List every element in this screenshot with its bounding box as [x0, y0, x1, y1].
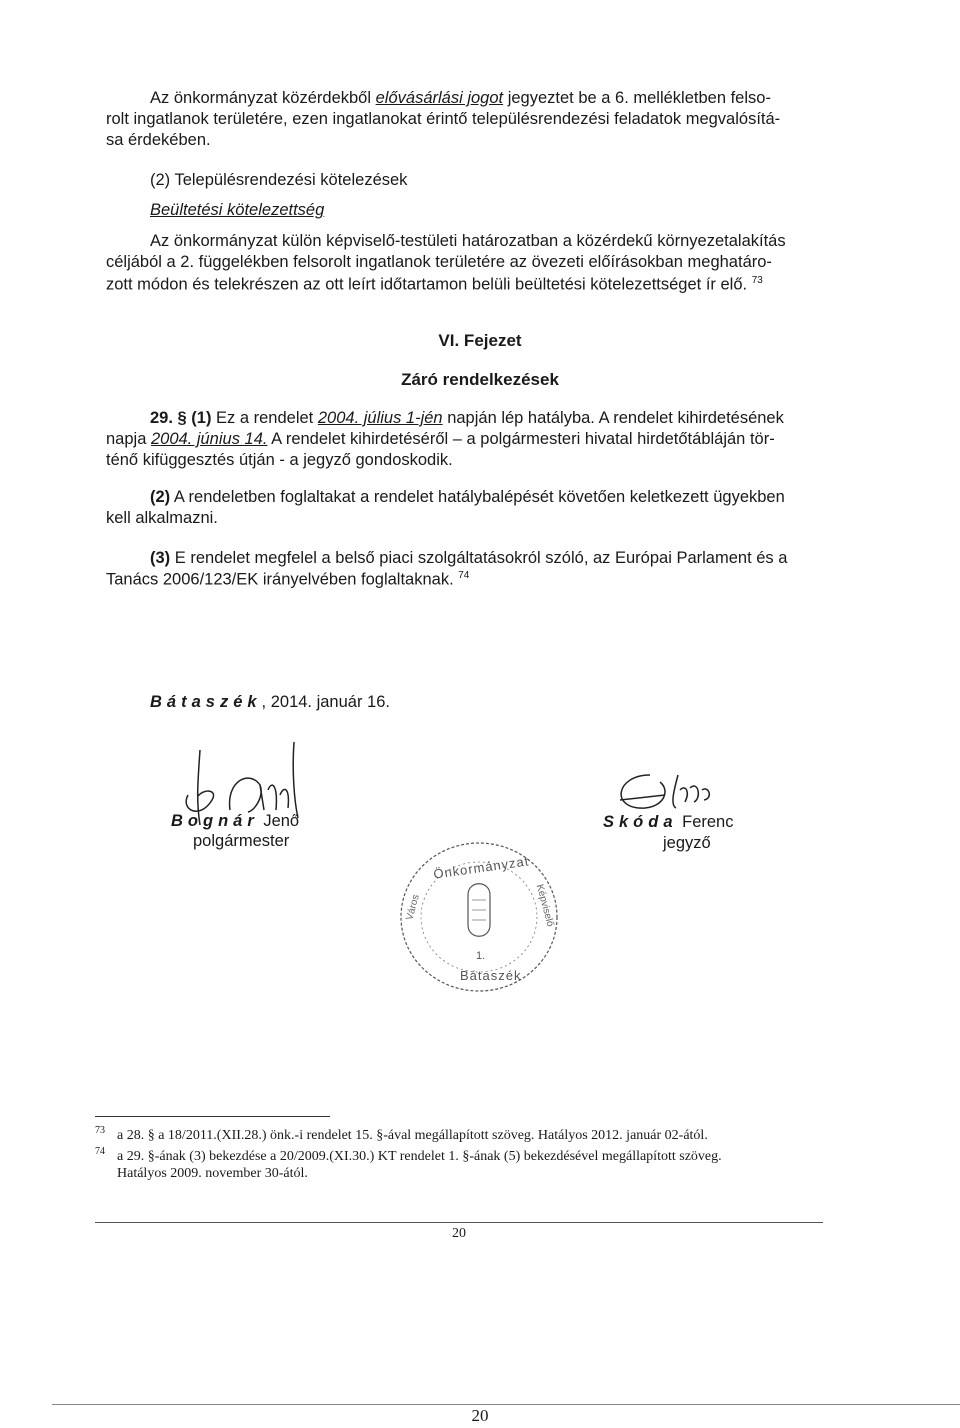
footnote-74-continued: Hatályos 2009. november 30-ától.	[117, 1166, 308, 1181]
intro-line-2: rolt ingatlanok területére, ezen ingatlanokat érintő településrendezési feladatok megvalósítá-	[106, 110, 781, 128]
stamp-right-text: Képviselő	[533, 883, 556, 928]
para-3-line-1: (3) E rendelet megfelel a belső piaci szolgáltatásokról szóló, az Európai Parlament és a	[150, 549, 788, 567]
footnote-separator	[95, 1116, 330, 1117]
section-2-heading: (2) Településrendezési kötelezések	[150, 171, 408, 189]
place-date	[150, 693, 390, 712]
effective-date: 2004. július 1-jén	[317, 409, 443, 427]
para-29-line-3: ténő kifüggesztés útján - a jegyző gondoskodik.	[106, 451, 453, 469]
city-name: Bátaszék	[150, 693, 262, 711]
stamp-left-text: Város	[404, 893, 422, 922]
section-2-line-2: céljából a 2. függelékben felsorolt ingatlanok területére az övezeti előírásokban meghatáro-	[106, 253, 772, 271]
footnote-73: $^{73}$ a 28. § a 18/2011.(XII.28.) önk.-i rendelet 15. §-ával megállapított szöveg. Hatályos 2012. január 02-ától.	[95, 1125, 708, 1143]
intro-line-1	[150, 89, 771, 108]
outer-page-number: 20	[471, 1406, 489, 1425]
notary-name: Skóda Ferenc	[603, 813, 734, 831]
date-text: , 2014. január 16.	[261, 693, 390, 711]
inner-page-number: 20	[452, 1226, 466, 1241]
stamp-top-text: Önkormányzat	[432, 853, 531, 882]
stamp-bottom-text: Bátaszék	[460, 968, 522, 983]
mayor-name: Bognár Jenő	[171, 812, 300, 830]
intro-line-3: sa érdekében.	[106, 131, 211, 149]
section-2-line-1: Az önkormányzat külön képviselő-testületi határozatban a közérdekű környezetalakítás	[150, 232, 786, 250]
inner-footer-rule	[95, 1222, 823, 1223]
footnote-ref-73: 73	[751, 275, 763, 286]
para-29-number: 29. § (1)	[150, 409, 212, 427]
footnote-ref-74: 74	[458, 570, 470, 581]
intro-text-a: Az önkormányzat közérdekből	[150, 89, 376, 107]
intro-text-b: jegyeztet be a 6. mellékletben felso-	[503, 89, 771, 107]
section-2-line-3: zott módon és telekrészen az ott leírt időtartamon belüli beültetési kötelezettséget ír elő. $^{73}$	[106, 275, 763, 294]
mayor-title: polgármester	[193, 832, 290, 850]
footnote-74: $^{74}$ a 29. §-ának (3) bekezdése a 20/2009.(XI.30.) KT rendelet 1. §-ának (5) bekezdésével megállapított szöveg.	[95, 1146, 722, 1164]
chapter-subtitle: Záró rendelkezések	[401, 370, 559, 389]
chapter-title: VI. Fejezet	[438, 331, 522, 350]
stamp-center-text: 1.	[476, 950, 486, 962]
notary-title: jegyző	[663, 834, 711, 852]
official-stamp	[398, 840, 560, 995]
para-29-line-1: 29. § (1) Ez a rendelet 2004. július 1-jén napján lép hatályba. A rendelet kihirdetésének	[150, 409, 784, 427]
section-2-subheading: Beültetési kötelezettség	[150, 201, 325, 219]
para-3-line-2: Tanács 2006/123/EK irányelvében foglaltaknak. $^{74}$	[106, 570, 470, 589]
para-2-line-1: (2) A rendeletben foglaltakat a rendelet hatálybalépését követően keletkezett ügyekben	[150, 488, 785, 506]
elovasarlasi-jog-link: elővásárlási jogot	[375, 89, 504, 107]
para-29-line-2: napja 2004. június 14. A rendelet kihirdetéséről – a polgármesteri hivatal hirdetőtábláján tör-	[106, 430, 775, 448]
para-2-line-2: kell alkalmazni.	[106, 509, 218, 527]
promulgation-date: 2004. június 14.	[150, 430, 268, 448]
outer-footer-rule	[52, 1404, 960, 1405]
